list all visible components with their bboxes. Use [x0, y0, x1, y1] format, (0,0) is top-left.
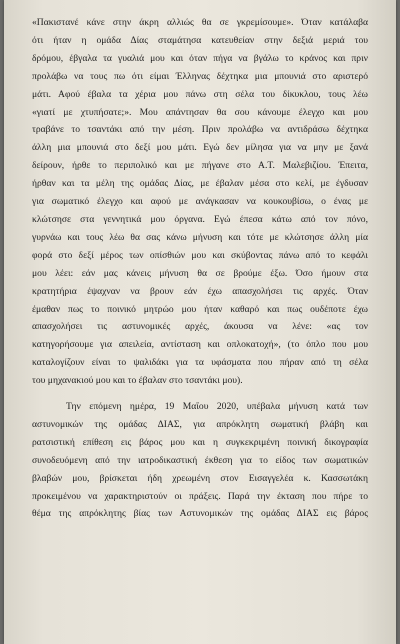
paragraph-2: [32, 398, 368, 523]
text-line: κλώτσησε στα γεννητικά μου όργανα. Εγώ έπεσα κάτω από τον πόνο,: [32, 213, 368, 225]
text-line: δείρουν, ήρθε το περιπολικό και με πήγανε στο Α.Τ. Μαλεβιζίου. Έπειτα,: [32, 160, 368, 172]
text-line: «Πακιστανέ κάνε στην άκρη αλλιώς θα σε γκρεμίσουμε». Όταν κατάλαβα: [32, 17, 368, 28]
text-line: «γιατί με χτυπήσατε;». Μου απάντησαν θα σου κάνουμε έλεγχο και μου: [32, 106, 368, 118]
paragraph-1: [32, 14, 368, 390]
text-line: άλλη μια μπουνιά στο δεξί μου μάτι. Εγώ δεν μίλησα για να μην με ξανά: [32, 142, 368, 154]
text-line: συνοδευόμενη από την ιατροδικαστική έκθεση για το είδος των σωματικών: [32, 454, 368, 466]
document-page: [4, 0, 396, 644]
text-line: ότι ήταν η ομάδα Δίας σταμάτησα κατευθείαν στην δεξιά μεριά του: [32, 34, 368, 46]
text-line: κρατητήρια έψαχναν να βρουν εάν έχω απασχολήσει τις αρχές. Όταν: [32, 285, 368, 297]
text-line: ήρθαν και τα μέλη της ομάδας Δίας, με έβαλαν μέσα στο κελί, με έγδυσαν: [32, 178, 368, 190]
document-body: [32, 14, 368, 523]
text-line: απασχολήσει τις αστυνομικές αρχές, άκουσα να λένε: «ας τον: [32, 321, 368, 333]
text-line: μάτι. Αφού έβαλα τα χέρια μου πάνω στη σέλα του δίκυκλου, τους λέω: [32, 88, 368, 100]
text-line: βλαβών μου, βρίσκεται ήδη χρεωμένη στον Εισαγγελέα κ. Κασσωτάκη: [32, 472, 368, 484]
text-line: κατηγορήσουμε για απειλεία, αντίσταση και οπλοκατοχή», (το όπλο που μου: [32, 339, 368, 351]
text-line: προκειμένου να χαρακτηριστούν οι πράξεις. Παρά την έκταση που πήρε το: [32, 490, 368, 502]
text-line: τραβάνε το τσαντάκι από την μέση. Πριν προλάβω να αντιδράσω δέχτηκα: [32, 124, 368, 136]
text-line: φορά στο δεξί μέρος των οπίσθιών μου και σκύβοντας πάνω από το κεφάλι: [32, 249, 368, 261]
text-line: Την επόμενη ημέρα, 19 Μαΐου 2020, υπέβαλα μήνυση κατά των: [66, 401, 368, 413]
text-line: του μηχανακιού μου και το έβαλαν στο τσαντάκι μου).: [32, 375, 243, 387]
text-line: δρόμου, έβγαλα τα γυαλιά μου και όταν πήγα να βγάλω το κράνος και πριν: [32, 52, 368, 64]
text-line: αστυνομικών της ομάδας ΔΙΑΣ, για απρόκλητη σωματική βλάβη και: [32, 418, 368, 430]
text-line: ρατσιστική επίθεση εις βάρος μου και η συγκεκριμένη ποινική δικογραφία: [32, 436, 368, 448]
text-line: μου λέει: εάν μας κάνεις μήνυση θα σε βρούμε έξω. Όσο ήμουν στα: [32, 267, 368, 279]
text-line: έμαθαν πως το ποινικό μητρώο μου ήταν καθαρό και πως ουδέποτε έχω: [32, 303, 368, 315]
text-line: προλάβω να τους πω ότι είμαι Έλληνας δέχτηκα μια μπουνιά στο αριστερό: [32, 70, 368, 82]
text-line: γυρνάω και τους λέω θα σας κάνω μήνυση και τότε με κλώτσησε άλλη μία: [32, 231, 368, 243]
text-line: θέμα της απρόκλητης βίας των Αστυνομικών της ομάδας ΔΙΑΣ εις βάρος: [32, 508, 368, 520]
text-line: καταλογίζουν είναι το ψαλιδάκι για τα υφάσματα που πήραν από τη σέλα: [32, 357, 368, 369]
text-line: για σωματικό έλεγχο και αφού με ανάγκασαν να κουκουβίσω, ο ένας με: [32, 196, 368, 208]
